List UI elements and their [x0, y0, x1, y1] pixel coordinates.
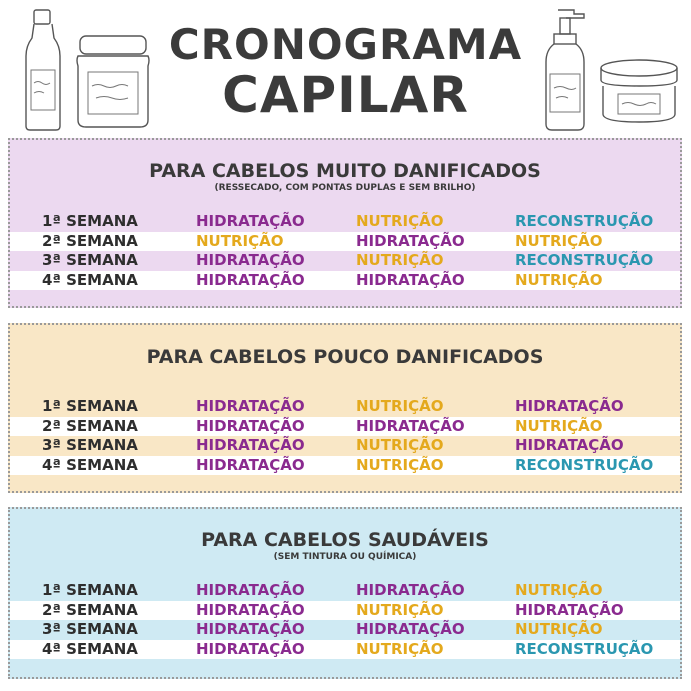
week-label: 3ª SEMANA — [42, 251, 138, 269]
table-row — [10, 417, 680, 437]
treatment-cell: HIDRATAÇÃO — [196, 639, 305, 658]
week-label: 2ª SEMANA — [42, 231, 138, 250]
table-row — [10, 436, 680, 456]
treatment-cell: HIDRATAÇÃO — [196, 251, 305, 269]
section-subtitle: (RESSECADO, COM PONTAS DUPLAS E SEM BRILHO) — [214, 183, 476, 193]
schedule-section — [8, 507, 682, 679]
table-row — [10, 601, 680, 621]
treatment-cell: HIDRATAÇÃO — [196, 436, 305, 454]
treatment-cell: HIDRATAÇÃO — [196, 455, 305, 474]
table-row — [10, 640, 680, 660]
treatment-cell: NUTRIÇÃO — [356, 212, 444, 230]
treatment-cell: NUTRIÇÃO — [196, 231, 284, 250]
week-label: 4ª SEMANA — [42, 270, 138, 289]
week-label: 1ª SEMANA — [42, 581, 138, 599]
treatment-cell: RECONSTRUÇÃO — [515, 251, 654, 269]
week-label: 3ª SEMANA — [42, 620, 138, 638]
week-label: 4ª SEMANA — [42, 639, 138, 658]
treatment-cell: NUTRIÇÃO — [515, 416, 603, 435]
week-label: 2ª SEMANA — [42, 416, 138, 435]
treatment-cell: RECONSTRUÇÃO — [515, 639, 654, 658]
schedule-table — [10, 581, 680, 659]
treatment-cell: HIDRATAÇÃO — [515, 397, 624, 415]
table-row — [10, 581, 680, 601]
treatment-cell: HIDRATAÇÃO — [196, 212, 305, 230]
schedule-table — [10, 212, 680, 290]
treatment-cell: NUTRIÇÃO — [515, 231, 603, 250]
treatment-cell: HIDRATAÇÃO — [515, 600, 624, 619]
treatment-cell: HIDRATAÇÃO — [196, 620, 305, 638]
table-row — [10, 271, 680, 291]
table-row — [10, 397, 680, 417]
page-title-line2: CAPILAR — [222, 66, 469, 124]
treatment-cell: HIDRATAÇÃO — [196, 581, 305, 599]
section-title: PARA CABELOS MUITO DANIFICADOS — [149, 160, 541, 182]
treatment-cell: NUTRIÇÃO — [515, 581, 603, 599]
week-label: 1ª SEMANA — [42, 397, 138, 415]
table-row — [10, 251, 680, 271]
schedule-table — [10, 397, 680, 475]
week-label: 4ª SEMANA — [42, 455, 138, 474]
treatment-cell: NUTRIÇÃO — [515, 620, 603, 638]
treatment-cell: HIDRATAÇÃO — [356, 270, 465, 289]
treatment-cell: NUTRIÇÃO — [356, 436, 444, 454]
treatment-cell: HIDRATAÇÃO — [356, 231, 465, 250]
treatment-cell: HIDRATAÇÃO — [196, 600, 305, 619]
section-subtitle: (SEM TINTURA OU QUÍMICA) — [273, 552, 417, 562]
week-label: 1ª SEMANA — [42, 212, 138, 230]
schedule-section — [8, 138, 682, 308]
treatment-cell: RECONSTRUÇÃO — [515, 212, 654, 230]
treatment-cell: HIDRATAÇÃO — [356, 416, 465, 435]
page-title-line1: CRONOGRAMA — [168, 20, 523, 69]
week-label: 3ª SEMANA — [42, 436, 138, 454]
section-title: PARA CABELOS SAUDÁVEIS — [201, 529, 489, 551]
table-row — [10, 232, 680, 252]
treatment-cell: HIDRATAÇÃO — [196, 270, 305, 289]
section-title: PARA CABELOS POUCO DANIFICADOS — [146, 346, 544, 368]
treatment-cell: NUTRIÇÃO — [356, 600, 444, 619]
schedule-section — [8, 323, 682, 493]
table-row — [10, 456, 680, 476]
treatment-cell: NUTRIÇÃO — [356, 455, 444, 474]
treatment-cell: NUTRIÇÃO — [356, 639, 444, 658]
treatment-cell: NUTRIÇÃO — [515, 270, 603, 289]
treatment-cell: HIDRATAÇÃO — [196, 416, 305, 435]
treatment-cell: HIDRATAÇÃO — [356, 581, 465, 599]
treatment-cell: HIDRATAÇÃO — [196, 397, 305, 415]
treatment-cell: RECONSTRUÇÃO — [515, 455, 654, 474]
table-row — [10, 620, 680, 640]
treatment-cell: NUTRIÇÃO — [356, 251, 444, 269]
treatment-cell: HIDRATAÇÃO — [515, 436, 624, 454]
treatment-cell: HIDRATAÇÃO — [356, 620, 465, 638]
week-label: 2ª SEMANA — [42, 600, 138, 619]
treatment-cell: NUTRIÇÃO — [356, 397, 444, 415]
table-row — [10, 212, 680, 232]
header — [0, 0, 691, 135]
